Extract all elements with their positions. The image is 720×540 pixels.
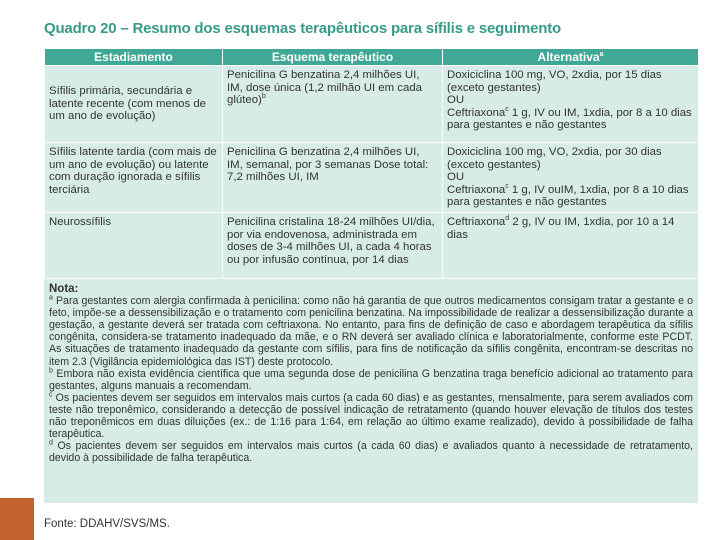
footnote-marker: a bbox=[49, 294, 53, 302]
alternative-cell bbox=[443, 143, 699, 213]
note-b: $^b$ Embora não exista evidência científica que uma segunda dose de penicilina G benzatina traga benefício adicional ao tratamento para gestantes, alguns manuais a recomendam. bbox=[49, 367, 693, 392]
table-row bbox=[45, 143, 699, 213]
stage-cell: Neurossífilis bbox=[45, 212, 223, 278]
footnote-marker: d bbox=[49, 439, 53, 447]
footnote-marker: c bbox=[505, 105, 509, 113]
alternative-cell bbox=[443, 212, 699, 278]
or-label: OU bbox=[447, 171, 465, 184]
footnote-marker: b bbox=[261, 93, 266, 101]
table-row bbox=[45, 66, 699, 143]
header-alternative: Alternativa$^a$ bbox=[443, 49, 699, 66]
accent-bar bbox=[0, 498, 34, 540]
note-a: $^a$ Para gestantes com alergia confirmada à penicilina: como não há garantia de que outros medicamentos consigam tratar a gestante e o feto, impõe-se a dessensibilização e o tratamento com penicilina benzatina. Na impossibilidade de realizar a dessensibilização durante a gestação, a gestante deverá ser tratada com ceftriaxona. No entanto, para fins de definição de caso e abordagem terapêutica da sífilis congênita, considera-se tratamento inadequado da mãe, e o RN deverá ser avaliado clínica e laboratorialmente, conforme este PCDT. As situações de tratamento inadequado da gestante com sífilis, para fins de notificação da sífilis congênita, encontram-se descritas no item 2.3 (Vigilância epidemiológica das IST) deste protocolo. bbox=[49, 294, 693, 368]
scheme-cell: Penicilina cristalina 18-24 milhões UI/dia, por via endovenosa, administrada em doses de 3-4 milhões UI, a cada 4 horas ou por infusão contínua, por 14 dias bbox=[223, 212, 443, 278]
alternative-option: Ceftriaxona$^c$ 1 g, IV ouIM, 1xdia, por 8 a 10 dias para gestantes e não gestantes bbox=[447, 182, 689, 209]
note-d: $^d$ Os pacientes devem ser seguidos em intervalos mais curtos (a cada 60 dias) e avaliados quanto à necessidade de retratamento, devido à possibilidade de falha terapêutica. bbox=[49, 439, 693, 465]
table-header-row bbox=[45, 49, 699, 66]
note-c: $^c$ Os pacientes devem ser seguidos em intervalos mais curtos (a cada 60 dias) e as gestantes, mensalmente, para serem avaliados com teste não treponêmico, considerando a detecção de possível indicação de retratamento (quando houver elevação de títulos dos testes não treponêmicos em duas diluições (ex.: de 1:16 para 1:64, em relação ao último exame realizado), devido à possibilidade de falha terapêutica. bbox=[49, 391, 693, 441]
table-row bbox=[45, 212, 699, 278]
scheme-cell: Penicilina G benzatina 2,4 milhões UI, IM, semanal, por 3 semanas Dose total: 7,2 milhões UI, IM bbox=[223, 143, 443, 213]
alternative-option: Doxiciclina 100 mg, VO, 2xdia, por 15 dias (exceto gestantes) bbox=[447, 69, 662, 94]
footnote-marker: a bbox=[599, 51, 604, 58]
footnote-marker: d bbox=[505, 215, 510, 223]
footnote-marker: c bbox=[505, 182, 509, 190]
notes-heading: Nota: bbox=[49, 283, 79, 295]
scheme-cell: Penicilina G benzatina 2,4 milhões UI, IM, dose única (1,2 milhão UI em cada glúteo)$^b$ bbox=[223, 66, 443, 143]
therapy-table bbox=[44, 48, 699, 279]
stage-cell: Sífilis primária, secundária e latente recente (com menos de um ano de evolução) bbox=[45, 66, 223, 143]
source-caption: Fonte: DDAHV/SVS/MS. bbox=[44, 518, 170, 530]
notes-box bbox=[44, 279, 698, 503]
stage-cell: Sífilis latente tardia (com mais de um ano de evolução) ou latente com duração ignorada e sífilis terciária bbox=[45, 143, 223, 213]
alternative-option: Ceftriaxona$^c$ 1 g, IV ou IM, 1xdia, por 8 a 10 dias para gestantes e não gestantes bbox=[447, 105, 692, 132]
or-label: OU bbox=[447, 94, 465, 107]
footnote-marker: b bbox=[49, 367, 53, 375]
alternative-option: Doxiciclina 100 mg, VO, 2xdia, por 30 dias (exceto gestantes) bbox=[447, 146, 662, 171]
footnote-marker: c bbox=[49, 391, 53, 399]
header-scheme: Esquema terapêutico bbox=[223, 49, 443, 66]
alternative-cell bbox=[443, 66, 699, 143]
header-stage: Estadiamento bbox=[45, 49, 223, 66]
page-title: Quadro 20 – Resumo dos esquemas terapêuticos para sífilis e seguimento bbox=[44, 20, 562, 37]
alternative-option: Ceftriaxona$^d$ 2 g, IV ou IM, 1xdia, por 10 a 14 dias bbox=[447, 215, 675, 241]
